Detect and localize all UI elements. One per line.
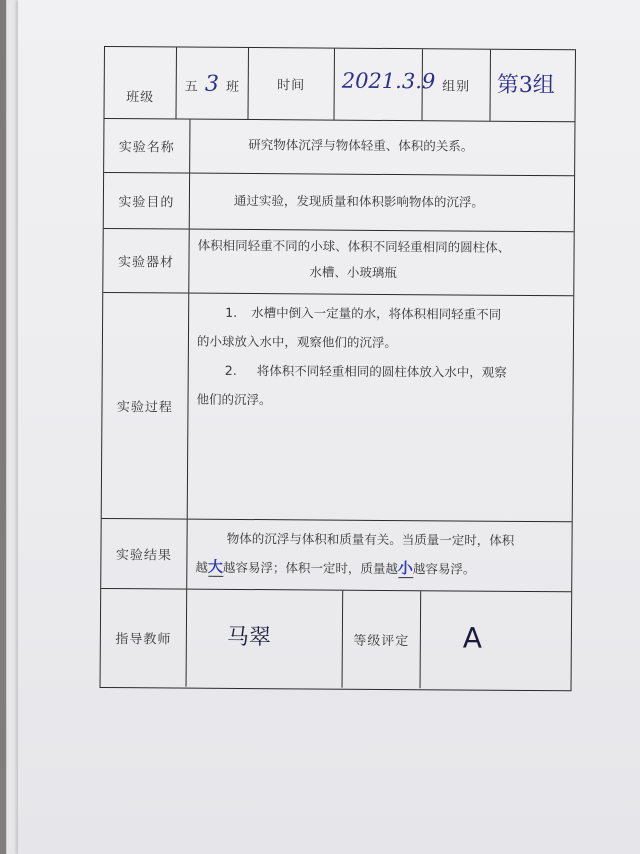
process-step-1-text-a: 水槽中倒入一定量的水，将体积相同轻重不同 [251, 305, 502, 322]
process-step-2-line-b: 他们的沉浮。 [196, 391, 272, 408]
result-line-1: 物体的沉浮与体积和质量有关。当质量一定时，体积 [226, 530, 515, 548]
row-teacher-grade [101, 589, 572, 689]
process-step-2-text-a: 将体积不同轻重相同的圆柱体放入水中，观察 [256, 363, 507, 380]
experiment-equipment-label: 实验器材 [103, 229, 189, 293]
experiment-result-label: 实验结果 [101, 519, 187, 589]
group-value [490, 50, 574, 122]
experiment-equipment-value [189, 230, 573, 296]
date-value [334, 49, 436, 121]
experiment-result-value [187, 520, 571, 592]
result-line-2 [195, 553, 561, 585]
group-handwritten: 第3组 [496, 72, 555, 99]
row-experiment-equipment [103, 229, 573, 296]
time-label: 时间 [248, 48, 334, 120]
row-class-info [104, 47, 574, 122]
process-step-1-line-a [197, 298, 563, 330]
date-handwritten: 2021.3.9 [341, 68, 436, 94]
experiment-process-value [188, 294, 574, 522]
grade-prefix: 五 [184, 79, 198, 95]
experiment-process-label: 实验过程 [102, 293, 190, 519]
teacher-signature-handwritten: 马翠 [226, 624, 271, 651]
result-fill-big-handwritten: 大 [207, 557, 223, 576]
result-line-2-part-b: 越容易浮；体积一定时，质量越 [222, 559, 398, 577]
worksheet-paper [18, 0, 640, 854]
result-line-2-part-a: 越 [195, 559, 208, 575]
grade-evaluation-value [421, 591, 572, 689]
row-experiment-name [104, 119, 574, 176]
class-label: 班级 [104, 47, 176, 119]
row-experiment-result [101, 519, 571, 592]
experiment-name-label: 实验名称 [104, 119, 190, 173]
teacher-value [187, 590, 344, 688]
grade-handwritten: A [462, 621, 483, 655]
class-suffix: 班 [225, 79, 240, 95]
process-step-2-line-a [197, 356, 563, 388]
group-label: 组别 [422, 49, 490, 120]
equipment-line-1: 体积相同轻重不同的小球、体积不同轻重相同的圆柱体、 [197, 237, 511, 255]
row-experiment-process [102, 293, 574, 522]
class-number-handwritten: 3 [204, 71, 219, 97]
process-step-1-number: 1. [225, 304, 238, 320]
process-step-1-line-b: 的小球放入水中，观察他们的沉浮。 [196, 333, 398, 351]
result-line-2-part-c: 越容易浮。 [412, 561, 476, 577]
equipment-line-2: 水槽、小玻璃瓶 [309, 264, 397, 281]
class-value [176, 48, 248, 120]
process-step-2-number: 2. [224, 362, 237, 378]
experiment-name-value: 研究物体沉浮与物体轻重、体积的关系。 [248, 137, 474, 154]
result-fill-small-handwritten: 小 [397, 559, 413, 578]
grade-evaluation-label: 等级评定 [343, 591, 422, 689]
teacher-label: 指导教师 [101, 589, 188, 687]
row-experiment-purpose [104, 173, 574, 232]
experiment-purpose-label: 实验目的 [104, 173, 190, 229]
experiment-purpose-value: 通过实验，发现质量和体积影响物体的沉浮。 [233, 192, 484, 210]
experiment-record-table [100, 46, 576, 691]
